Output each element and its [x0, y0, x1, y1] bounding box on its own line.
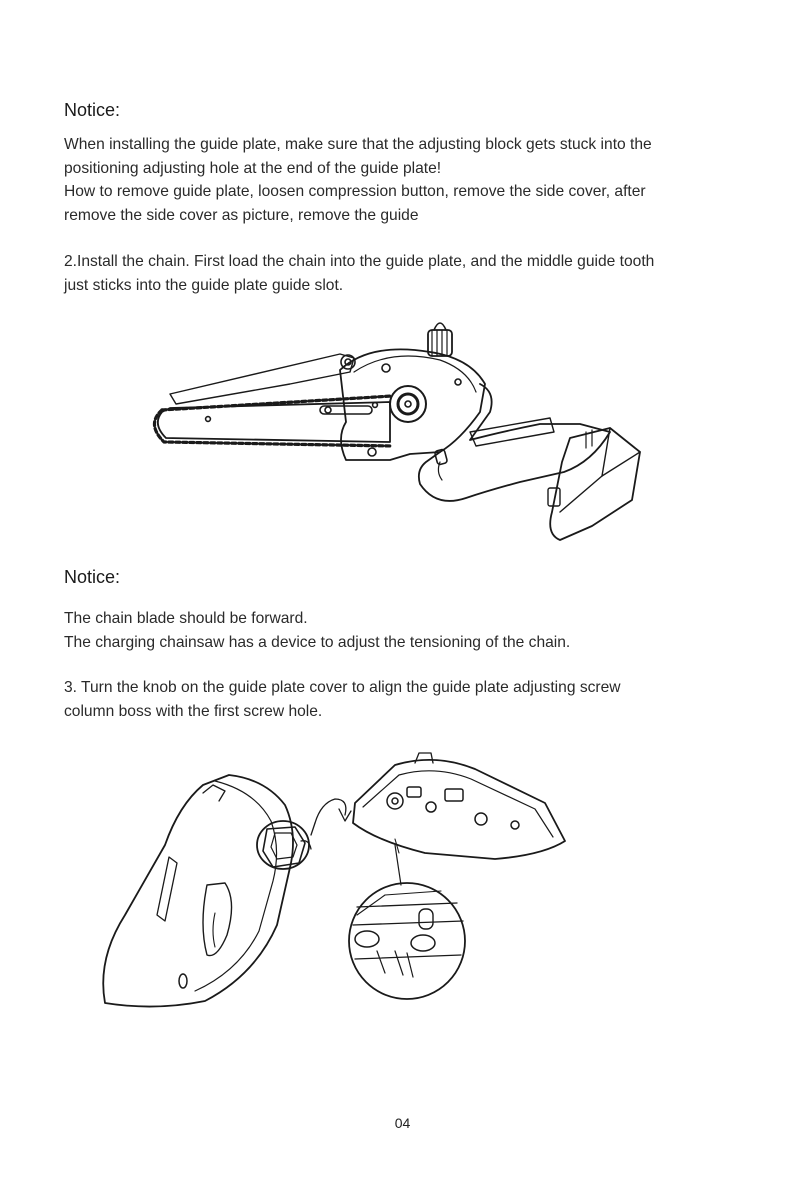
text-line: When installing the guide plate, make sure that the adjusting block gets stuck into the: [64, 136, 652, 153]
notice-heading-2: Notice:: [64, 567, 121, 587]
text-line: 2.Install the chain. First load the chain into the guide plate, and the middle guide tooth: [64, 253, 655, 270]
text-line: The chain blade should be forward.: [64, 610, 308, 627]
text-line: column boss with the first screw hole.: [64, 702, 323, 720]
text-line: remove the side cover as picture, remove the guide: [64, 206, 419, 224]
install-chain-paragraph: [64, 250, 754, 297]
text-line: positioning adjusting hole at the end of the guide plate!: [64, 159, 442, 177]
page-number: 04: [394, 1115, 411, 1131]
text-line: How to remove guide plate, loosen compression button, remove the side cover, after: [64, 183, 646, 200]
text-line: The charging chainsaw has a device to adjust the tensioning of the chain.: [64, 633, 571, 651]
chainsaw-illustration: [140, 312, 650, 560]
text-line: 3. Turn the knob on the guide plate cover to align the guide plate adjusting screw: [64, 679, 621, 696]
notice-heading-1: Notice:: [64, 100, 121, 120]
guide-plate-cover-illustration: [95, 745, 580, 1020]
notice-paragraph-2: [64, 607, 754, 654]
knob-instruction-paragraph: [64, 676, 754, 723]
notice-paragraph-1: [64, 133, 754, 227]
text-line: just sticks into the guide plate guide slot.: [64, 276, 344, 294]
